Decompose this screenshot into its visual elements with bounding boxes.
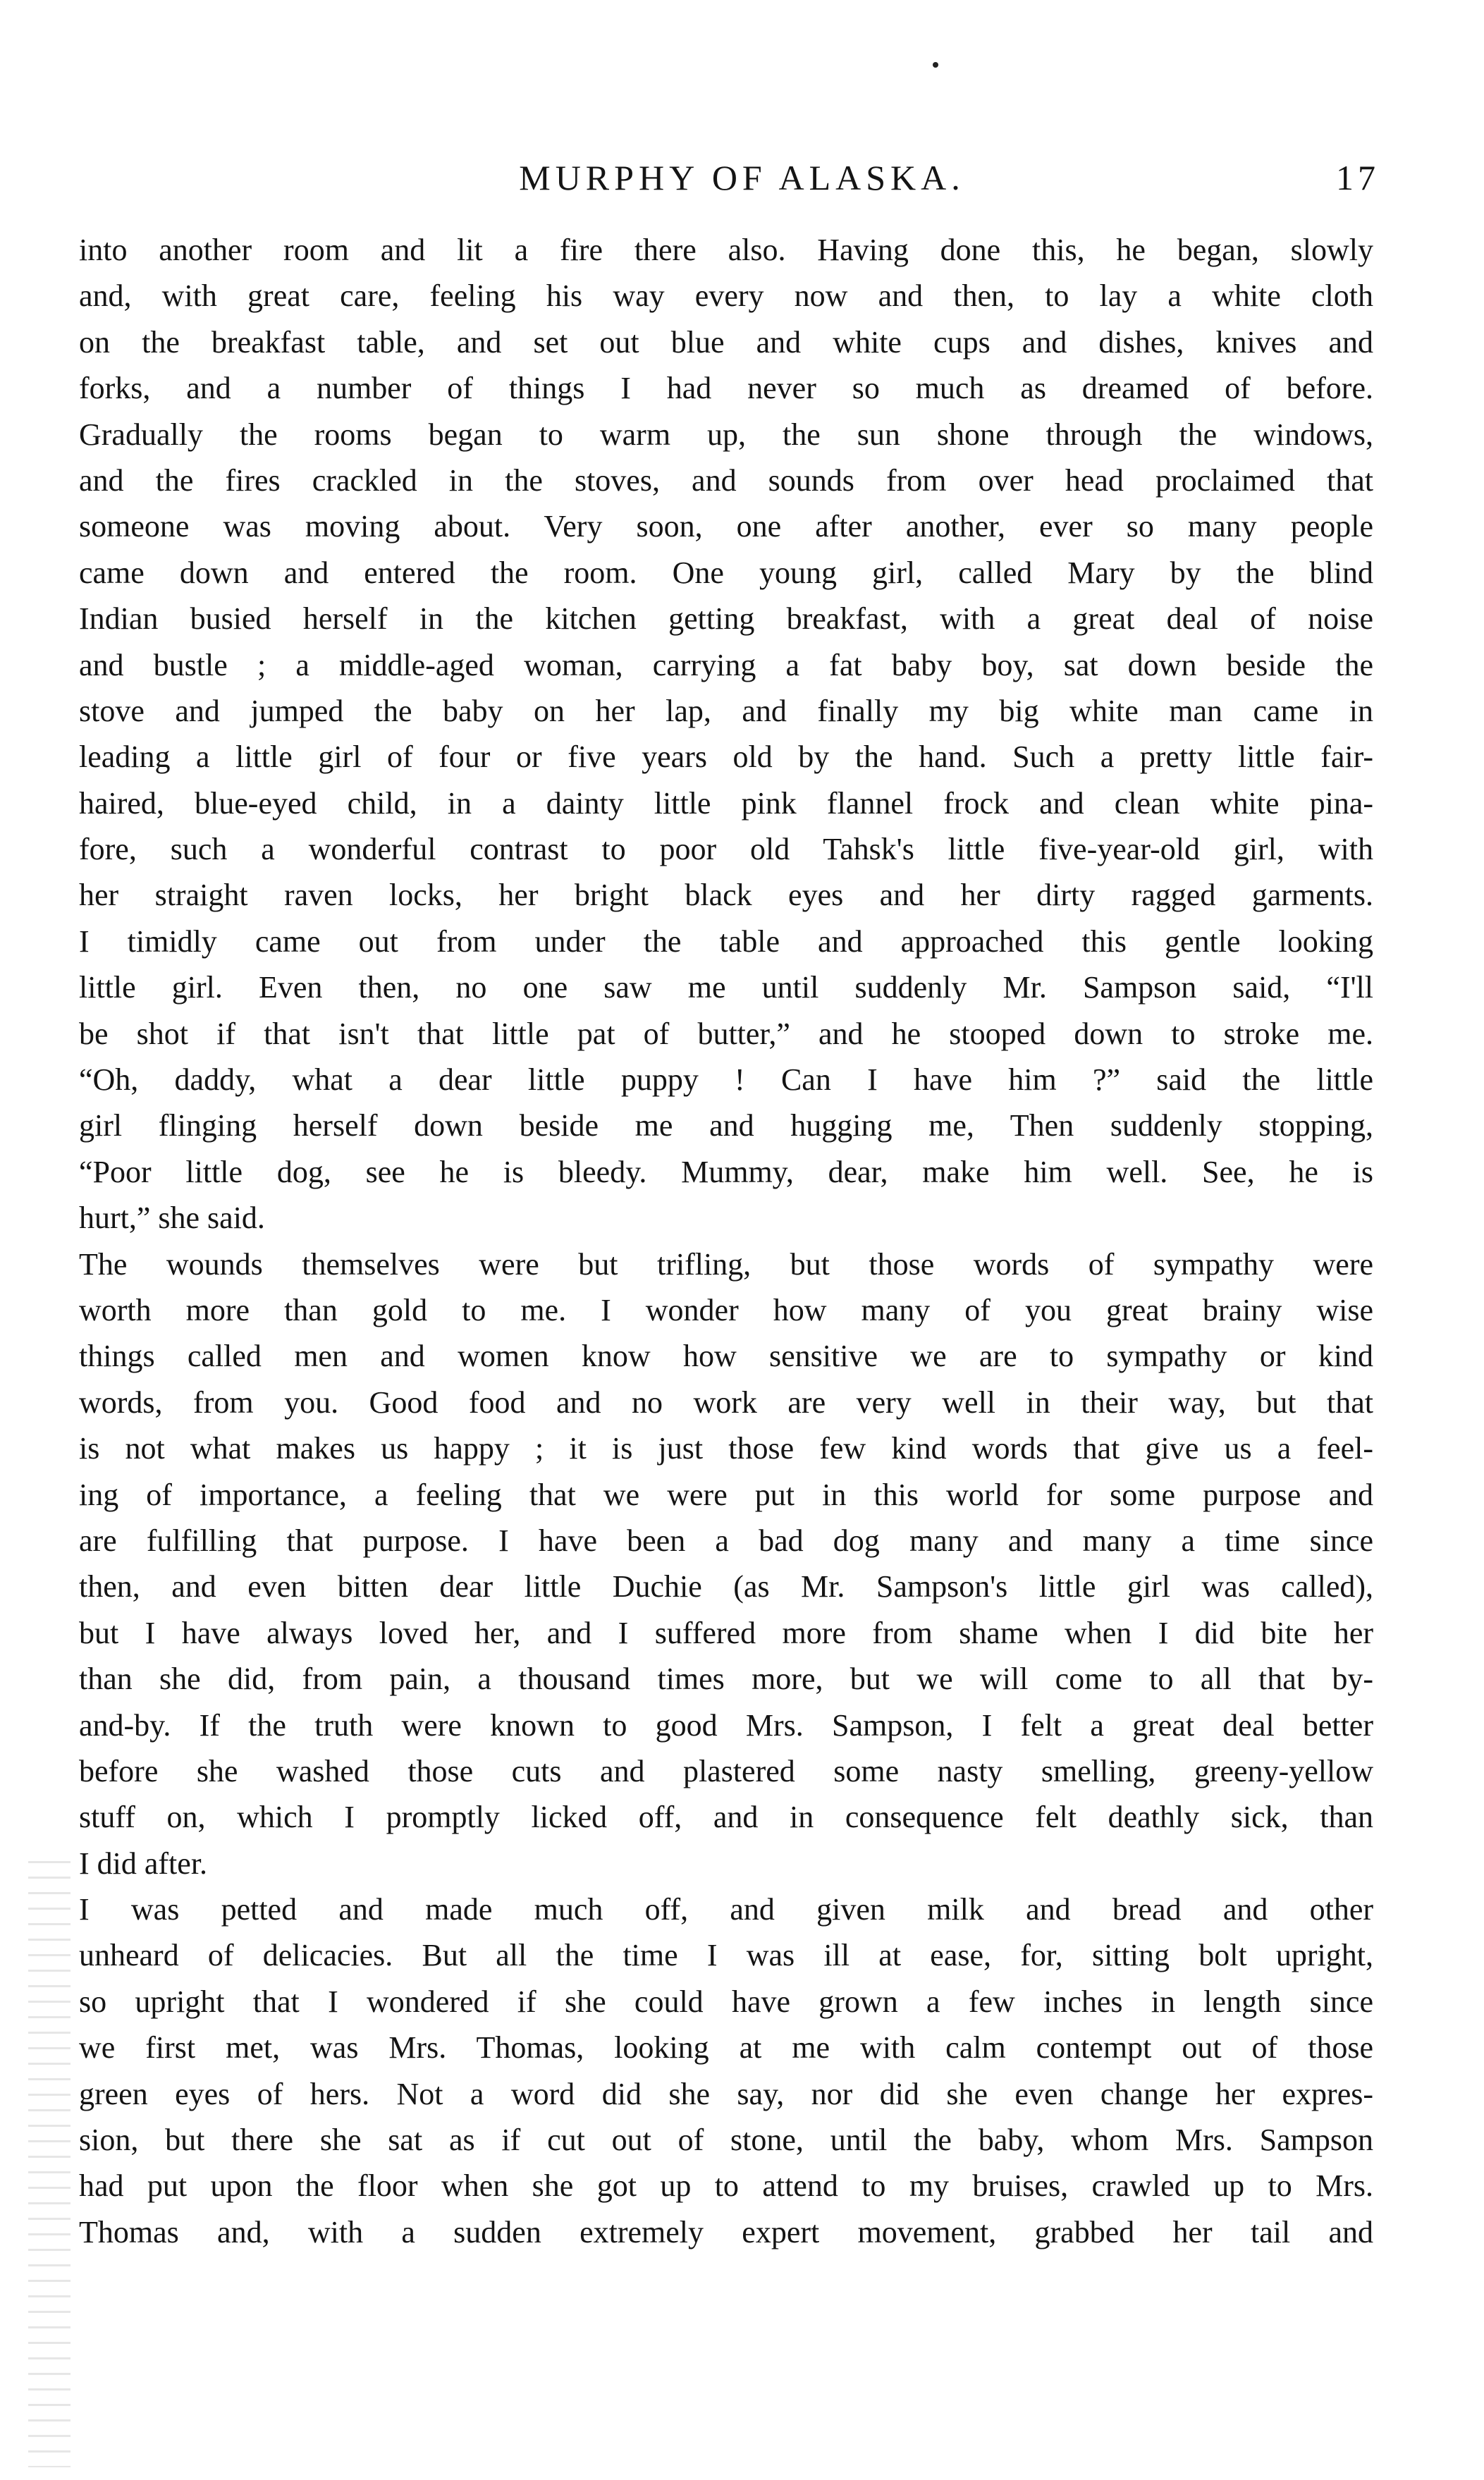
text-line: stove and jumped the baby on her lap, and finally my big white man came in [79,693,1373,728]
body-text [79,227,1373,2255]
text-line: and the fires crackled in the stoves, and sounds from over head proclaimed that [79,462,1373,498]
text-line: words, from you. Good food and no work are very well in their way, but that [79,1385,1373,1420]
text-line: is not what makes us happy ; it is just those few kind words that give us a feel- [79,1431,1373,1466]
text-line: I did after. [79,1846,208,1881]
page-number: 17 [1336,158,1380,197]
text-line: unheard of delicacies. But all the time I was ill at ease, for, sitting bolt upright, [79,1938,1373,1973]
text-line: Gradually the rooms began to warm up, the sun shone through the windows, [79,417,1373,452]
text-line: and-by. If the truth were known to good Mrs. Sampson, I felt a great deal better [79,1707,1373,1743]
running-title: MURPHY OF ALASKA. [519,158,965,197]
text-line: into another room and lit a fire there also. Having done this, he began, slowly [79,233,1373,267]
text-line: The wounds themselves were but trifling, but those words of sympathy were [79,1246,1373,1282]
text-line: things called men and women know how sensitive we are to sympathy or kind [79,1339,1373,1374]
text-line: fore, such a wonderful contrast to poor old Tahsk's little five-year-old girl, with [79,832,1373,867]
text-line: worth more than gold to me. I wonder how many of you great brainy wise [79,1292,1373,1327]
text-line: had put upon the floor when she got up to attend to my bruises, crawled up to Mrs. [79,2168,1373,2204]
text-line: ing of importance, a feeling that we were put in this world for some purpose and [79,1477,1373,1512]
text-line: Thomas and, with a sudden extremely expert movement, grabbed her tail and [79,2214,1373,2249]
text-line: I was petted and made much off, and given milk and bread and other [79,1892,1373,1927]
text-line: hurt,” she said. [79,1201,265,1236]
text-line: and, with great care, feeling his way every now and then, to lay a white cloth [79,278,1373,314]
text-line: than she did, from pain, a thousand times more, but we will come to all that by- [79,1662,1373,1697]
text-line: her straight raven locks, her bright black eyes and her dirty ragged garments. [79,878,1373,913]
text-line: we first met, was Mrs. Thomas, looking at me with calm contempt out of those [79,2030,1373,2065]
text-line: green eyes of hers. Not a word did she say, nor did she even change her expres- [79,2076,1373,2111]
text-line: on the breakfast table, and set out blue and white cups and dishes, knives and [79,324,1373,360]
text-line: are fulfilling that purpose. I have been a bad dog many and many a time since [79,1523,1373,1558]
text-line: someone was moving about. Very soon, one after another, ever so many people [79,509,1373,544]
text-line: “Poor little dog, see he is bleedy. Mummy, dear, make him well. See, he is [79,1154,1373,1189]
text-line: stuff on, which I promptly licked off, and in consequence felt deathly sick, than [79,1800,1373,1835]
text-line: haired, blue-eyed child, in a dainty little pink flannel frock and clean white pina- [79,785,1373,821]
text-line: be shot if that isn't that little pat of butter,” and he stooped down to stroke me. [79,1016,1373,1051]
text-line: girl flinging herself down beside me and hugging me, Then suddenly stopping, [79,1108,1373,1143]
text-line: before she washed those cuts and plastered some nasty smelling, greeny-yellow [79,1753,1373,1788]
text-line: little girl. Even then, no one saw me until suddenly Mr. Sampson said, “I'll [79,970,1373,1005]
text-line: forks, and a number of things I had never so much as dreamed of before. [79,371,1373,406]
text-line: but I have always loved her, and I suffered more from shame when I did bite her [79,1615,1373,1650]
text-line: then, and even bitten dear little Duchie (as Mr. Sampson's little girl was called), [79,1569,1373,1604]
margin-scan-artifact [28,1861,70,2467]
text-line: and bustle ; a middle-aged woman, carrying a fat baby boy, sat down beside the [79,647,1373,682]
text-line: came down and entered the room. One young girl, called Mary by the blind [79,555,1373,590]
text-line: leading a little girl of four or five years old by the hand. Such a pretty little fair- [79,739,1373,775]
print-speck [933,62,938,68]
text-line: so upright that I wondered if she could have grown a few inches in length since [79,1984,1373,2019]
running-head [0,156,1484,199]
text-line: “Oh, daddy, what a dear little puppy ! Can I have him ?” said the little [79,1062,1373,1098]
text-line: Indian busied herself in the kitchen getting breakfast, with a great deal of noise [79,601,1373,637]
text-line: I timidly came out from under the table and approached this gentle looking [79,923,1373,959]
text-line: sion, but there she sat as if cut out of stone, until the baby, whom Mrs. Sampson [79,2123,1373,2158]
